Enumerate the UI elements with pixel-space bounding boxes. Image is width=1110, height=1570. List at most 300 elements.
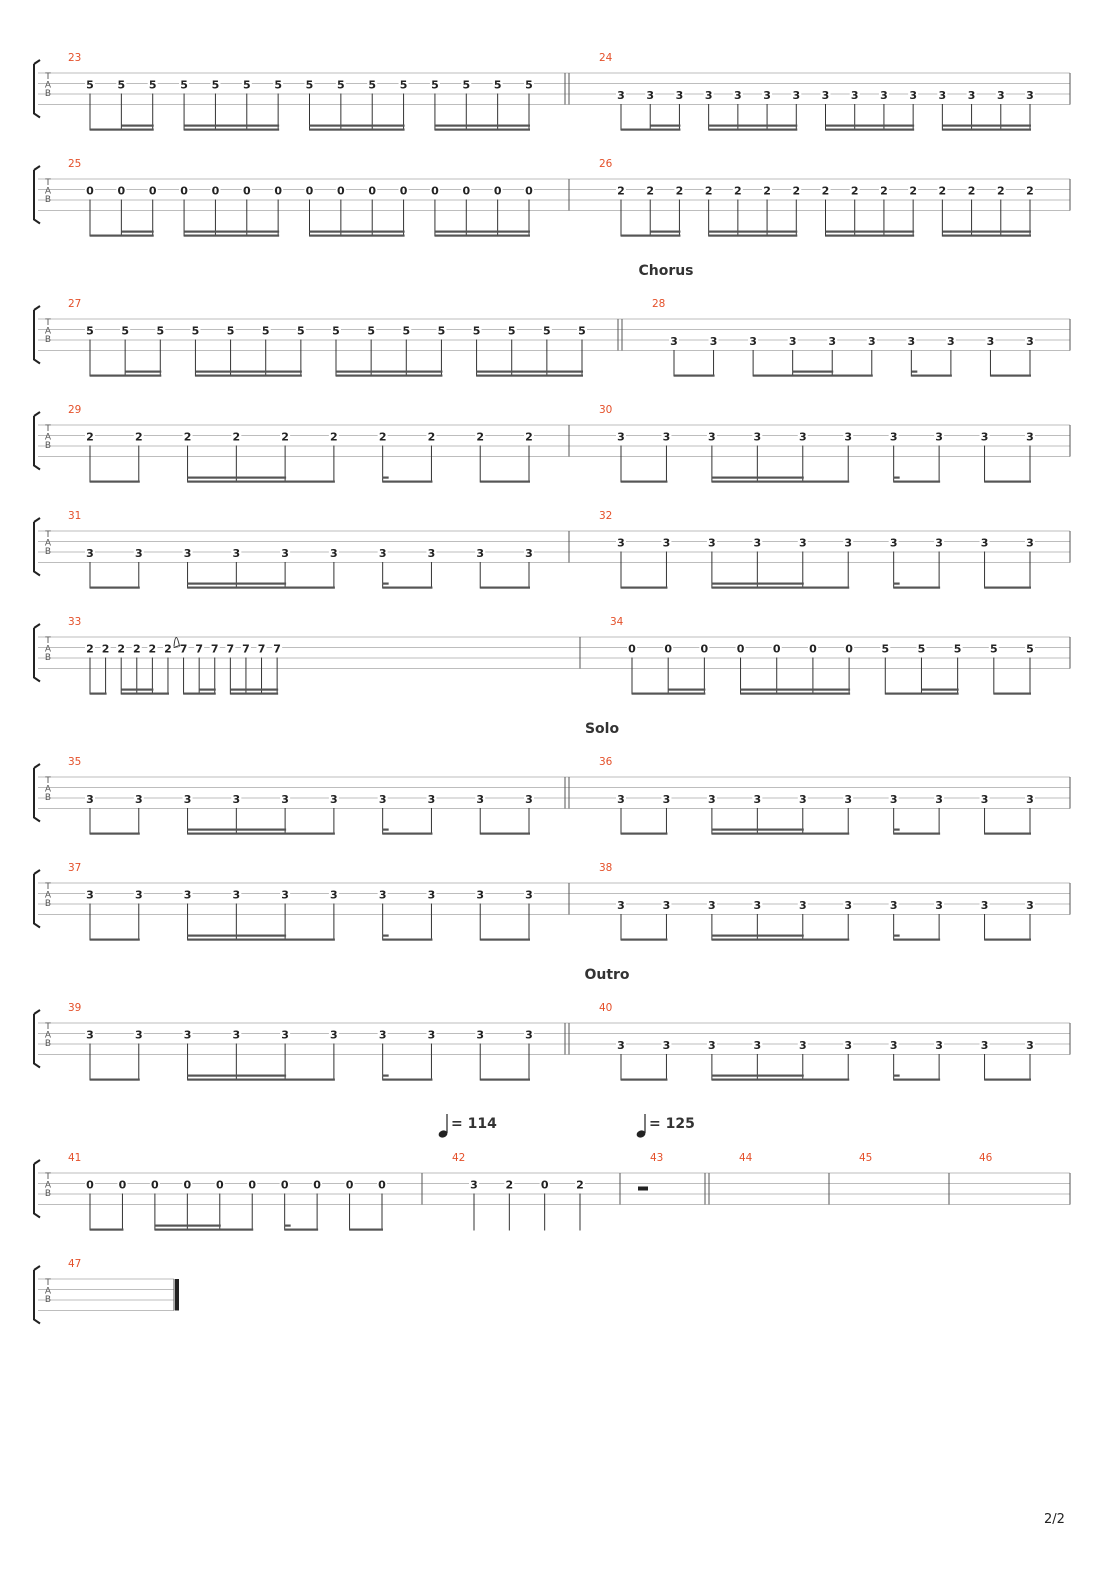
fret-number: 3 bbox=[980, 536, 989, 550]
measure-number: 31 bbox=[68, 510, 82, 522]
fret-number: 3 bbox=[850, 89, 859, 102]
fret-number: 3 bbox=[889, 430, 898, 444]
fret-number: 3 bbox=[617, 536, 625, 550]
measure bbox=[68, 298, 622, 377]
fret-number: 2 bbox=[763, 184, 771, 198]
fret-number: 3 bbox=[427, 547, 436, 560]
fret-number: 2 bbox=[1026, 184, 1034, 198]
fret-number: 3 bbox=[844, 899, 853, 912]
sixteenth-beam bbox=[942, 125, 1031, 127]
note-beam bbox=[480, 587, 530, 589]
measure-number: 34 bbox=[610, 616, 624, 628]
fret-number: 3 bbox=[662, 536, 671, 550]
measure bbox=[68, 52, 569, 131]
measure-number: 37 bbox=[68, 862, 82, 874]
fret-number: 5 bbox=[86, 78, 94, 92]
fret-number: 3 bbox=[889, 899, 898, 912]
fret-number: 3 bbox=[844, 793, 853, 806]
measure-number: 47 bbox=[68, 1258, 82, 1270]
fret-number: 3 bbox=[476, 888, 485, 902]
fret-number: 0 bbox=[337, 184, 345, 198]
measure-number: 33 bbox=[68, 616, 82, 628]
fret-number: 5 bbox=[211, 78, 220, 92]
tempo-marking: = 125 bbox=[649, 1116, 695, 1132]
fret-number: 5 bbox=[493, 78, 502, 92]
sixteenth-beam bbox=[121, 231, 153, 233]
note-beam bbox=[942, 129, 1031, 131]
system-bracket bbox=[34, 166, 40, 224]
fret-number: 5 bbox=[402, 324, 411, 338]
system-bracket bbox=[34, 870, 40, 928]
partial-beam bbox=[383, 935, 389, 937]
tab-clef-letter: A bbox=[44, 1286, 52, 1297]
fret-number: 3 bbox=[708, 430, 716, 444]
tab-clef-letter: T bbox=[45, 1022, 51, 1032]
sixteenth-beam bbox=[230, 689, 278, 691]
fret-number: 2 bbox=[996, 184, 1005, 198]
fret-number: 3 bbox=[889, 536, 898, 550]
fret-number: 3 bbox=[753, 1039, 762, 1052]
system-bracket bbox=[34, 412, 40, 470]
tab-clef-letter: B bbox=[44, 335, 52, 345]
note-beam bbox=[90, 375, 161, 377]
sixteenth-beam bbox=[712, 935, 804, 937]
tab-clef-letter: A bbox=[44, 1180, 52, 1191]
fret-number: 2 bbox=[617, 184, 625, 198]
sixteenth-beam bbox=[712, 583, 804, 585]
fret-number: 2 bbox=[909, 184, 917, 198]
note-beam bbox=[674, 375, 715, 377]
sixteenth-beam bbox=[712, 829, 804, 831]
measure bbox=[739, 1152, 829, 1205]
fret-number: 2 bbox=[734, 184, 742, 198]
system-bracket bbox=[34, 518, 40, 576]
measure bbox=[859, 1152, 949, 1205]
fret-number: 3 bbox=[734, 89, 742, 102]
measure bbox=[68, 158, 569, 237]
measure bbox=[979, 1152, 1070, 1205]
measure-number: 39 bbox=[68, 1002, 82, 1014]
note-beam bbox=[285, 1229, 318, 1231]
fret-number: 5 bbox=[431, 78, 439, 92]
partial-beam bbox=[894, 477, 900, 479]
fret-number: 3 bbox=[753, 430, 762, 444]
fret-number: 5 bbox=[191, 324, 200, 338]
fret-number: 3 bbox=[670, 335, 678, 348]
tab-clef-letter: A bbox=[44, 326, 52, 337]
measure-number: 30 bbox=[599, 404, 613, 416]
fret-number: 3 bbox=[281, 888, 289, 902]
fret-number: 5 bbox=[86, 324, 94, 338]
measure-number: 29 bbox=[68, 404, 82, 416]
fret-number: 3 bbox=[183, 793, 192, 806]
fret-number: 3 bbox=[907, 335, 916, 348]
note-beam bbox=[90, 1079, 140, 1081]
measure bbox=[652, 298, 1070, 377]
staff-system bbox=[34, 967, 1070, 1081]
fret-number: 5 bbox=[261, 324, 270, 338]
fret-number: 3 bbox=[1026, 89, 1034, 102]
fret-number: 3 bbox=[617, 89, 625, 102]
measure bbox=[599, 404, 1070, 483]
note-beam bbox=[336, 375, 442, 377]
partial-beam bbox=[894, 583, 900, 585]
measure-number: 23 bbox=[68, 52, 82, 64]
sixteenth-beam bbox=[184, 231, 279, 233]
fret-number: 5 bbox=[242, 78, 251, 92]
sixteenth-beam bbox=[188, 1075, 287, 1077]
sixteenth-beam bbox=[826, 231, 915, 233]
fret-number: 3 bbox=[821, 89, 830, 102]
fret-number: 3 bbox=[947, 335, 955, 348]
note-beam bbox=[894, 833, 940, 835]
fret-number: 5 bbox=[462, 78, 471, 92]
sixteenth-beam bbox=[155, 1225, 221, 1227]
fret-number: 0 bbox=[809, 642, 817, 656]
note-beam bbox=[383, 481, 433, 483]
note-beam bbox=[985, 587, 1031, 589]
fret-number: 3 bbox=[134, 547, 143, 560]
fret-number: 5 bbox=[305, 78, 314, 92]
fret-number: 3 bbox=[889, 793, 898, 806]
fret-number: 3 bbox=[378, 888, 387, 902]
note-beam bbox=[894, 1079, 940, 1081]
fret-number: 2 bbox=[675, 184, 684, 198]
fret-number: 2 bbox=[330, 430, 338, 444]
fret-number: 0 bbox=[431, 184, 439, 198]
fret-number: 5 bbox=[180, 78, 188, 92]
sixteenth-beam bbox=[741, 689, 851, 691]
note-beam bbox=[310, 235, 405, 237]
fret-number: 3 bbox=[617, 1039, 625, 1052]
note-beam bbox=[709, 235, 798, 237]
fret-number: 0 bbox=[305, 184, 314, 198]
fret-number: 0 bbox=[118, 1178, 127, 1192]
note-beam bbox=[712, 939, 849, 941]
fret-number: 3 bbox=[183, 1028, 192, 1042]
fret-number: 3 bbox=[880, 89, 888, 102]
fret-number: 0 bbox=[211, 184, 220, 198]
fret-number: 2 bbox=[704, 184, 713, 198]
note-beam bbox=[188, 939, 335, 941]
fret-number: 0 bbox=[845, 642, 853, 656]
fret-number: 3 bbox=[525, 547, 533, 560]
note-beam bbox=[632, 693, 705, 695]
fret-number: 3 bbox=[525, 888, 533, 902]
fret-number: 5 bbox=[472, 324, 481, 338]
fret-number: 2 bbox=[505, 1178, 514, 1192]
note-beam bbox=[480, 1079, 530, 1081]
note-beam bbox=[894, 939, 940, 941]
fret-number: 3 bbox=[427, 888, 436, 902]
note-beam bbox=[90, 129, 154, 131]
whole-rest bbox=[638, 1187, 648, 1191]
fret-number: 5 bbox=[148, 78, 157, 92]
fret-number: 3 bbox=[86, 547, 94, 560]
measure bbox=[638, 1152, 709, 1205]
fret-number: 0 bbox=[313, 1178, 321, 1192]
section-label: Solo bbox=[584, 721, 620, 737]
note-beam bbox=[621, 235, 680, 237]
tab-clef-letter: A bbox=[44, 1030, 52, 1041]
fret-number: 2 bbox=[427, 430, 436, 444]
fret-number: 3 bbox=[967, 89, 976, 102]
note-beam bbox=[90, 693, 107, 695]
fret-number: 5 bbox=[117, 78, 126, 92]
fret-number: 3 bbox=[617, 899, 625, 912]
fret-number: 0 bbox=[368, 184, 377, 198]
partial-beam bbox=[383, 829, 389, 831]
tab-clef-letter: A bbox=[44, 644, 52, 655]
fret-number: 2 bbox=[821, 184, 830, 198]
note-beam bbox=[621, 587, 667, 589]
fret-number: 7 bbox=[242, 642, 250, 656]
fret-number: 3 bbox=[86, 793, 94, 806]
sixteenth-beam bbox=[336, 371, 442, 373]
fret-number: 3 bbox=[183, 547, 192, 560]
fret-number: 3 bbox=[708, 793, 716, 806]
fret-number: 2 bbox=[86, 642, 94, 656]
fret-number: 7 bbox=[179, 642, 188, 656]
fret-number: 3 bbox=[617, 793, 625, 806]
fret-number: 3 bbox=[662, 430, 671, 444]
measure-number: 45 bbox=[859, 1152, 873, 1164]
tab-clef-letter: A bbox=[44, 80, 52, 91]
fret-number: 2 bbox=[232, 430, 241, 444]
note-beam bbox=[121, 693, 169, 695]
fret-number: 3 bbox=[708, 536, 716, 550]
measure bbox=[599, 862, 1070, 941]
section-label: Outro bbox=[584, 967, 630, 983]
tab-clef-letter: B bbox=[44, 441, 52, 451]
fret-number: 5 bbox=[368, 78, 377, 92]
fret-number: 2 bbox=[183, 430, 192, 444]
staff-system bbox=[34, 263, 1070, 377]
fret-number: 3 bbox=[708, 1039, 716, 1052]
staff-system bbox=[34, 616, 1070, 695]
measure-number: 24 bbox=[599, 52, 613, 64]
fret-number: 5 bbox=[156, 324, 165, 338]
tab-clef-letter: B bbox=[44, 793, 52, 803]
sixteenth-beam bbox=[199, 689, 216, 691]
tab-clef-letter: A bbox=[44, 186, 52, 197]
section-label: Chorus bbox=[638, 263, 694, 279]
sixteenth-beam bbox=[712, 1075, 804, 1077]
fret-number: 3 bbox=[617, 430, 625, 444]
note-beam bbox=[985, 939, 1031, 941]
sixteenth-beam bbox=[435, 125, 530, 127]
staff-system bbox=[34, 1114, 1070, 1231]
fret-number: 3 bbox=[1026, 430, 1034, 444]
fret-number: 2 bbox=[134, 430, 143, 444]
fret-number: 0 bbox=[180, 184, 188, 198]
note-beam bbox=[184, 235, 279, 237]
measure bbox=[68, 616, 580, 695]
fret-number: 2 bbox=[148, 642, 157, 656]
note-beam bbox=[826, 235, 915, 237]
measure-number: 36 bbox=[599, 756, 613, 768]
fret-number: 3 bbox=[1026, 335, 1034, 348]
sixteenth-beam bbox=[121, 689, 153, 691]
measure-number: 42 bbox=[452, 1152, 466, 1164]
fret-number: 5 bbox=[578, 324, 586, 338]
fret-number: 3 bbox=[378, 793, 387, 806]
note-beam bbox=[621, 833, 667, 835]
fret-number: 5 bbox=[1026, 642, 1034, 656]
fret-number: 3 bbox=[646, 89, 655, 102]
fret-number: 3 bbox=[281, 547, 289, 560]
fret-number: 3 bbox=[662, 793, 671, 806]
tab-clef-letter: T bbox=[45, 1278, 51, 1288]
sixteenth-beam bbox=[477, 371, 583, 373]
fret-number: 5 bbox=[543, 324, 551, 338]
fret-number: 3 bbox=[753, 536, 762, 550]
note-beam bbox=[184, 693, 216, 695]
sixteenth-beam bbox=[668, 689, 705, 691]
system-bracket bbox=[34, 1160, 40, 1218]
measure bbox=[68, 404, 569, 483]
fret-number: 2 bbox=[880, 184, 888, 198]
note-beam bbox=[383, 939, 433, 941]
fret-number: 3 bbox=[330, 888, 338, 902]
fret-number: 5 bbox=[226, 324, 235, 338]
fret-number: 0 bbox=[345, 1178, 354, 1192]
measure bbox=[68, 1002, 569, 1081]
note-beam bbox=[383, 833, 433, 835]
partial-beam bbox=[285, 1225, 291, 1227]
fret-number: 2 bbox=[476, 430, 485, 444]
staff-system bbox=[34, 510, 1070, 589]
note-beam bbox=[480, 481, 530, 483]
measure-number: 35 bbox=[68, 756, 82, 768]
fret-number: 3 bbox=[476, 547, 485, 560]
fret-number: 5 bbox=[399, 78, 408, 92]
note-beam bbox=[480, 939, 530, 941]
note-beam bbox=[985, 481, 1031, 483]
fret-number: 0 bbox=[378, 1178, 386, 1192]
fret-number: 3 bbox=[798, 536, 807, 550]
fret-number: 3 bbox=[232, 888, 241, 902]
measure bbox=[599, 756, 1070, 835]
measure bbox=[599, 1002, 1070, 1081]
partial-beam bbox=[894, 935, 900, 937]
note-beam bbox=[90, 1229, 123, 1231]
fret-number: 5 bbox=[367, 324, 375, 338]
note-beam bbox=[985, 1079, 1031, 1081]
fret-number: 3 bbox=[844, 430, 853, 444]
note-beam bbox=[188, 587, 335, 589]
note-beam bbox=[188, 833, 335, 835]
tab-clef-letter: T bbox=[45, 72, 51, 82]
fret-number: 3 bbox=[1026, 536, 1034, 550]
fret-number: 3 bbox=[330, 793, 338, 806]
note-beam bbox=[985, 833, 1031, 835]
fret-number: 0 bbox=[493, 184, 502, 198]
fret-number: 5 bbox=[437, 324, 446, 338]
fret-number: 3 bbox=[996, 89, 1005, 102]
fret-number: 2 bbox=[967, 184, 976, 198]
measure bbox=[68, 1258, 179, 1311]
note-beam bbox=[826, 129, 915, 131]
fret-number: 3 bbox=[427, 1028, 436, 1042]
sixteenth-beam bbox=[188, 829, 287, 831]
fret-number: 3 bbox=[232, 547, 241, 560]
tab-clef-letter: T bbox=[45, 776, 51, 786]
note-beam bbox=[188, 481, 335, 483]
note-beam bbox=[90, 481, 140, 483]
fret-number: 3 bbox=[470, 1178, 478, 1192]
measure bbox=[610, 616, 1070, 695]
fret-number: 3 bbox=[798, 430, 807, 444]
fret-number: 2 bbox=[86, 430, 94, 444]
fret-number: 3 bbox=[938, 89, 947, 102]
measure bbox=[599, 158, 1070, 237]
fret-number: 3 bbox=[427, 793, 436, 806]
tab-clef-letter: A bbox=[44, 432, 52, 443]
note-beam bbox=[753, 375, 873, 377]
sixteenth-beam bbox=[826, 125, 915, 127]
fret-number: 2 bbox=[164, 642, 172, 656]
note-beam bbox=[994, 693, 1031, 695]
measure-number: 27 bbox=[68, 298, 82, 310]
fret-number: 3 bbox=[763, 89, 771, 102]
fret-number: 3 bbox=[753, 899, 762, 912]
tab-clef-letter: T bbox=[45, 882, 51, 892]
note-beam bbox=[942, 235, 1031, 237]
sixteenth-beam bbox=[195, 371, 301, 373]
staff-system bbox=[34, 721, 1070, 835]
fret-number: 3 bbox=[281, 793, 289, 806]
note-beam bbox=[911, 375, 952, 377]
fret-number: 3 bbox=[134, 1028, 143, 1042]
fret-number: 3 bbox=[935, 430, 943, 444]
sixteenth-beam bbox=[650, 231, 680, 233]
fret-number: 3 bbox=[792, 89, 801, 102]
tab-clef-letter: B bbox=[44, 1295, 52, 1305]
fret-number: 3 bbox=[134, 888, 143, 902]
measure-number: 41 bbox=[68, 1152, 82, 1164]
fret-number: 0 bbox=[664, 642, 673, 656]
partial-beam bbox=[383, 477, 389, 479]
staff-system bbox=[34, 52, 1070, 131]
note-beam bbox=[90, 939, 140, 941]
note-beam bbox=[885, 693, 958, 695]
fret-number: 0 bbox=[399, 184, 408, 198]
tab-clef-letter: T bbox=[45, 636, 51, 646]
sixteenth-beam bbox=[712, 477, 804, 479]
fret-number: 3 bbox=[232, 1028, 241, 1042]
sixteenth-beam bbox=[188, 477, 287, 479]
system-bracket bbox=[34, 1010, 40, 1068]
fret-number: 0 bbox=[525, 184, 533, 198]
fret-number: 0 bbox=[242, 184, 251, 198]
fret-number: 3 bbox=[935, 536, 943, 550]
sixteenth-beam bbox=[188, 583, 287, 585]
fret-number: 7 bbox=[257, 642, 266, 656]
fret-number: 2 bbox=[576, 1178, 584, 1192]
note-beam bbox=[621, 129, 680, 131]
fret-number: 3 bbox=[704, 89, 713, 102]
note-beam bbox=[184, 129, 279, 131]
sixteenth-beam bbox=[921, 689, 958, 691]
fret-number: 3 bbox=[525, 1028, 533, 1042]
fret-number: 3 bbox=[330, 1028, 338, 1042]
note-beam bbox=[712, 1079, 849, 1081]
note-beam bbox=[990, 375, 1031, 377]
sixteenth-beam bbox=[310, 231, 405, 233]
fret-number: 0 bbox=[772, 642, 781, 656]
sixteenth-beam bbox=[709, 231, 798, 233]
